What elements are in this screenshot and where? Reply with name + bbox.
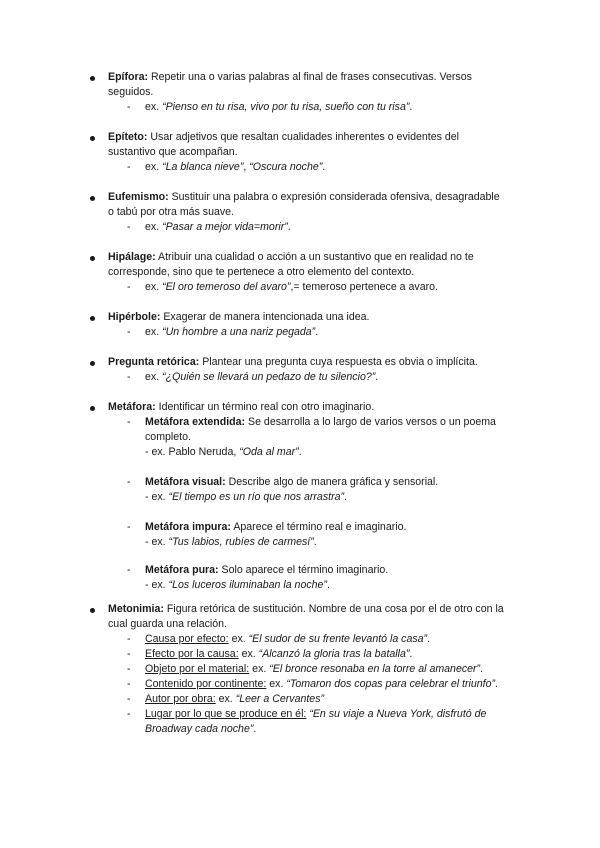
dash-marker: - xyxy=(127,101,131,113)
definition-text: Plantear una pregunta cuya respuesta es obvia o implícita. xyxy=(202,356,478,368)
example-prefix: ex. xyxy=(145,101,163,113)
entry-metafora xyxy=(108,400,524,415)
example-quote: “Los luceros iluminaban la noche” xyxy=(168,579,327,591)
example-prefix: ex. xyxy=(249,663,270,675)
example-quote: “Pienso en tu risa, vivo por tu risa, sueño con tu risa” xyxy=(162,101,410,113)
dash-marker: - xyxy=(127,663,131,675)
definition-text: Solo aparece el término imaginario. xyxy=(221,564,389,576)
term-label: Metáfora: xyxy=(108,401,156,413)
example-suffix: . xyxy=(326,579,330,591)
example-suffix: ,= temeroso pertenece a avaro. xyxy=(290,281,438,293)
example-suffix: . xyxy=(315,326,319,338)
bullet-eufemismo xyxy=(90,196,95,201)
example-prefix: ex. xyxy=(145,326,163,338)
definition-text: Exagerar de manera intencionada una idea. xyxy=(163,311,370,323)
example-prefix: ex. xyxy=(228,633,249,645)
example-quote: “Tus labios, rubíes de carmesí” xyxy=(168,536,314,548)
dash-marker: - xyxy=(127,221,131,233)
term-label: Metonimia: xyxy=(108,603,164,615)
definition-text: Identificar un término real con otro imaginario. xyxy=(158,401,375,413)
example-prefix: ex. xyxy=(145,221,163,233)
example-suffix: . xyxy=(375,371,379,383)
example-prefix: ex. xyxy=(238,648,259,660)
item-label: Autor por obra: xyxy=(145,693,216,705)
definition-text: seguidos. xyxy=(108,86,154,98)
example-metafora-visual xyxy=(145,490,347,505)
example-quote: “Alcanzó la gloria tras la batalla” xyxy=(258,648,410,660)
definition-text: o tabú por otra más suave. xyxy=(108,206,235,218)
example-suffix: . xyxy=(427,633,431,645)
example-quote: “Tomaron dos copas para celebrar el triunfo” xyxy=(286,678,496,690)
example-suffix: . xyxy=(344,491,347,503)
example-prefix: - ex. Pablo Neruda, xyxy=(145,446,240,458)
example-suffix: . xyxy=(313,536,317,548)
sub-metafora-impura xyxy=(145,520,525,535)
bullet-metafora xyxy=(90,406,95,411)
dash-marker: - xyxy=(127,678,131,690)
definition-text: Se desarrolla a lo largo de varios versos o un poema xyxy=(248,416,496,428)
example-separator: , xyxy=(243,161,250,173)
item-label: Causa por efecto: xyxy=(145,633,229,645)
bullet-pregunta-retorica xyxy=(90,361,95,366)
entry-metonimia xyxy=(108,602,524,632)
definition-text: Atribuir una cualidad o acción a un sustantivo que en realidad no te xyxy=(158,251,474,263)
example-suffix: . xyxy=(253,723,257,735)
entry-pregunta-retorica xyxy=(108,355,524,370)
example-prefix: ex. xyxy=(145,161,163,173)
dash-marker: - xyxy=(127,416,131,428)
entry-epifora xyxy=(108,70,524,100)
example-prefix: ex. xyxy=(266,678,287,690)
example-suffix: . xyxy=(322,161,326,173)
item-label: Contenido por continente: xyxy=(145,678,267,690)
term-label: Eufemismo: xyxy=(108,191,169,203)
example-quote: “El bronce resonaba en la torre al amanecer” xyxy=(269,663,481,675)
term-label: Metáfora impura: xyxy=(145,521,231,533)
dash-marker: - xyxy=(127,371,131,383)
metonimia-item-lugar-continuation xyxy=(145,722,256,737)
definition-text: sustantivo que acompañan. xyxy=(108,146,238,158)
definition-text: Describe algo de manera gráfica y sensorial. xyxy=(228,476,439,488)
entry-epiteto xyxy=(108,130,524,160)
example-quote: “Leer a Cervantes” xyxy=(235,693,325,705)
sub-metafora-pura xyxy=(145,563,525,578)
definition-text: Usar adjetivos que resaltan cualidades inherentes o evidentes del xyxy=(150,131,459,143)
entry-hipalage xyxy=(108,250,524,280)
example-quote: “En su viaje a Nueva York, disfrutó de xyxy=(309,708,487,720)
term-label: Pregunta retórica: xyxy=(108,356,200,368)
example-quote: “¿Quién se llevará un pedazo de tu silencio?” xyxy=(162,371,376,383)
example-prefix: ex. xyxy=(145,371,163,383)
definition-text: completo. xyxy=(145,431,191,443)
sub-metafora-extendida xyxy=(145,415,525,445)
term-label: Epífora: xyxy=(108,71,149,83)
definition-text: cual guarda una relación. xyxy=(108,618,227,630)
bullet-epifora xyxy=(90,76,95,81)
example-suffix: . xyxy=(409,648,413,660)
example-quote: “Un hombre a una nariz pegada” xyxy=(162,326,316,338)
entry-hiperbole xyxy=(108,310,524,325)
term-label: Hipérbole: xyxy=(108,311,161,323)
example-suffix: . xyxy=(495,678,498,690)
term-label: Metáfora visual: xyxy=(145,476,226,488)
definition-text: Sustituir una palabra o expresión considerada ofensiva, desagradable xyxy=(171,191,500,203)
dash-marker: - xyxy=(127,326,131,338)
example-quote: “Oda al mar” xyxy=(239,446,299,458)
term-label: Hipálage: xyxy=(108,251,156,263)
dash-marker: - xyxy=(127,633,131,645)
example-prefix: ex. xyxy=(215,693,236,705)
item-label: Objeto por el material: xyxy=(145,663,250,675)
dash-marker: - xyxy=(127,648,131,660)
example-prefix: - ex. xyxy=(145,491,169,503)
sub-metafora-visual xyxy=(145,475,525,490)
example-suffix: . xyxy=(480,663,484,675)
definition-text: corresponde, sino que te pertenece a otro elemento del contexto. xyxy=(108,266,415,278)
item-label: Lugar por lo que se produce en él: xyxy=(145,708,307,720)
bullet-metonimia xyxy=(90,608,95,613)
bullet-hipalage xyxy=(90,256,95,261)
dash-marker: - xyxy=(127,708,131,720)
example-quote: Broadway cada noche” xyxy=(145,723,254,735)
term-label: Metáfora extendida: xyxy=(145,416,246,428)
example-quote: “El sudor de su frente levantó la casa” xyxy=(248,633,428,645)
term-label: Metáfora pura: xyxy=(145,564,219,576)
example-quote: “El oro temeroso del avaro” xyxy=(162,281,291,293)
example-suffix: . xyxy=(298,446,302,458)
item-label: Efecto por la causa: xyxy=(145,648,239,660)
dash-marker: - xyxy=(127,161,131,173)
dash-marker: - xyxy=(127,281,131,293)
definition-text: Repetir una o varias palabras al final de frases consecutivas. Versos xyxy=(150,71,472,83)
bullet-hiperbole xyxy=(90,316,95,321)
example-quote: “Pasar a mejor vida=morir” xyxy=(162,221,288,233)
example-quote: “El tiempo es un río que nos arrastra” xyxy=(168,491,345,503)
example-metafora-impura xyxy=(145,535,317,550)
example-quote: “La blanca nieve” xyxy=(162,161,244,173)
term-label: Epíteto: xyxy=(108,131,148,143)
example-prefix: - ex. xyxy=(145,579,169,591)
example-prefix: - ex. xyxy=(145,536,169,548)
dash-marker: - xyxy=(127,693,131,705)
bullet-epiteto xyxy=(90,136,95,141)
example-suffix: . xyxy=(409,101,413,113)
example-metafora-extendida xyxy=(145,445,302,460)
dash-marker: - xyxy=(127,476,131,488)
example-prefix: ex. xyxy=(145,281,163,293)
dash-marker: - xyxy=(127,521,131,533)
example-quote: “Oscura noche” xyxy=(249,161,323,173)
entry-eufemismo xyxy=(108,190,524,220)
definition-text: Figura retórica de sustitución. Nombre de una cosa por el de otro con la xyxy=(166,603,504,615)
dash-marker: - xyxy=(127,564,131,576)
definition-text: Aparece el término real e imaginario. xyxy=(233,521,407,533)
example-suffix: . xyxy=(287,221,291,233)
example-metafora-pura xyxy=(145,578,330,593)
